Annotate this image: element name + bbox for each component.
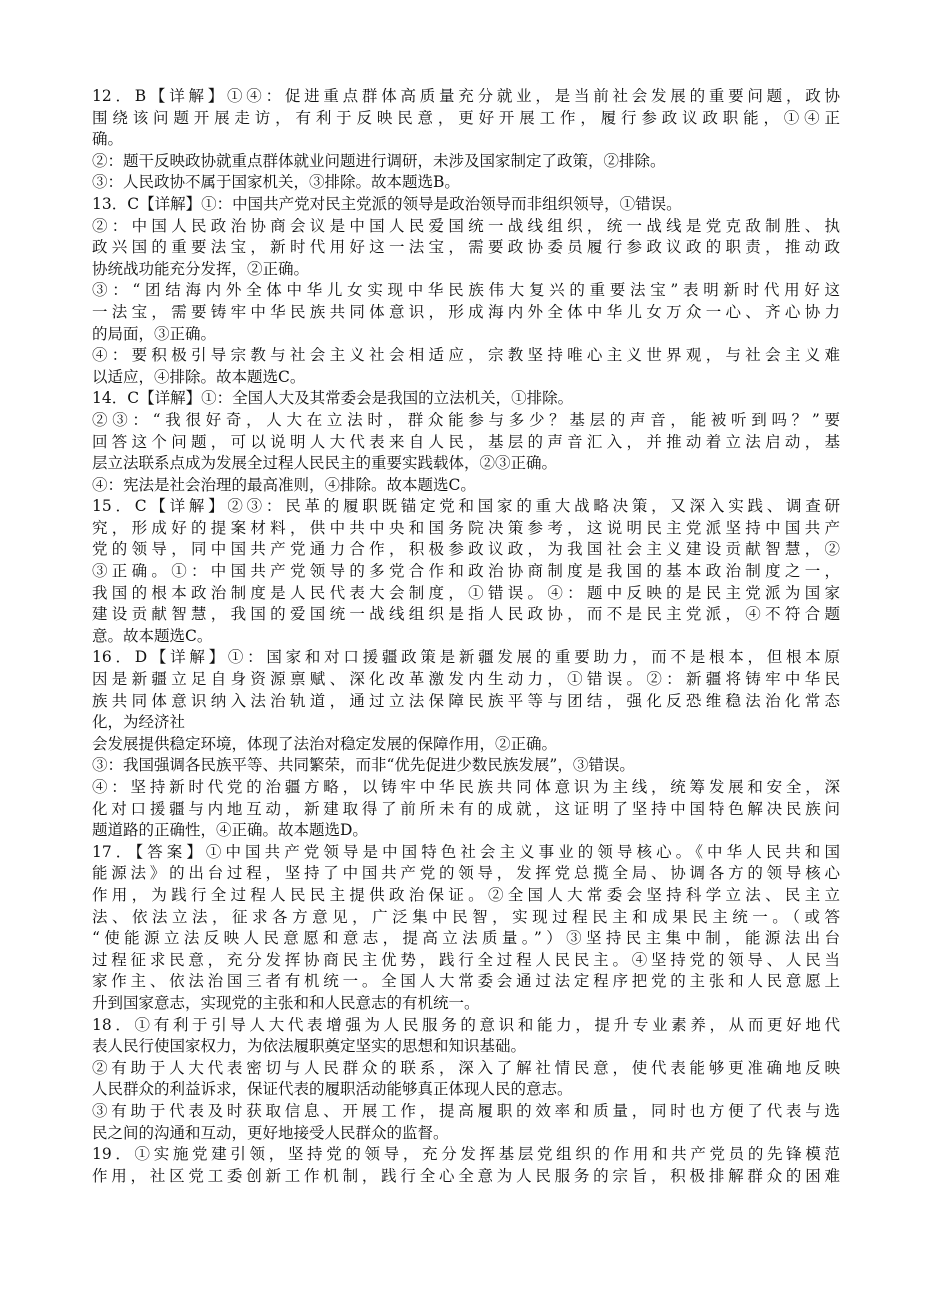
text-line: 层立法联系点成为发展全过程人民民主的重要实践载体，②③正确。 [92,454,558,473]
text-line: 12．B【详解】①④：促进重点群体高质量充分就业，是当前社会发展的重要问题，政协 [92,87,840,105]
text-line: 以适应，④排除。故本题选C。 [92,367,306,386]
text-line: 的局面，③正确。 [92,324,217,343]
text-line: 16．D【详解】①：国家和对口援疆政策是新疆发展的重要助力，而不是根本，但根本原 [92,648,840,667]
text-line: 14．C【详解】①：全国人大及其常委会是我国的立法机关，①排除。 [92,389,574,408]
text-line: ②：中国人民政治协商会议是中国人民爱国统一战线组织，统一战线是党克敌制胜、执 [92,216,840,235]
text-line: 19．①实施党建引领，坚持党的领导，充分发挥基层党组织的作用和共产党员的先锋模范 [92,1145,840,1164]
text-line: 升到国家意志，实现党的主张和和人民意志的有机统一。 [92,993,480,1012]
text-line: 15．C【详解】②③：民革的履职既锚定党和国家的重大战略决策，又深入实践、调查研 [92,497,840,516]
text-line: 回答这个问题，可以说明人大代表来自人民，基层的声音汇入，并推动着立法启动，基 [92,432,840,451]
text-line: ②：题干反映政协就重点群体就业问题进行调研，未涉及国家制定了政策，②排除。 [92,151,666,170]
text-line: ③：人民政协不属于国家机关，③排除。故本题选B。 [92,173,460,192]
text-line: ②③：“我很好奇，人大在立法时，群众能参与多少？基层的声音，能被听到吗？”要 [92,410,840,429]
text-line: 民之间的沟通和互动，更好地接受人民群众的监督。 [92,1123,449,1142]
answer-document [92,86,840,1187]
text-line: 18．①有利于引导人大代表增强为人民服务的意识和能力，提升专业素养，从而更好地代 [92,1015,840,1034]
text-line: 我国的根本政治制度是人民代表大会制度，①错误。④：题中反映的是民主党派为国家 [92,583,840,602]
text-line: 建设贡献智慧，我国的爱国统一战线组织是指人民政协，而不是民主党派，④不符合题 [92,605,840,624]
text-line: 究，形成好的提案材料，供中共中央和国务院决策参考，这说明民主党派坚持中国共产 [92,518,840,537]
text-line: 过程征求民意，充分发挥协商民主优势，践行全过程人民民主。④坚持党的领导、人民当 [92,950,840,969]
text-line: 作用，为践行全过程人民民主提供政治保证。②全国人大常委会坚持科学立法、民主立 [92,885,840,904]
text-line: ③：我国强调各民族平等、共同繁荣，而非“优先促进少数民族发展”，③错误。 [92,756,635,775]
text-line: 一法宝，需要铸牢中华民族共同体意识，形成海内外全体中华儿女万众一心、齐心协力 [92,302,840,321]
text-line: 17．【答案】①中国共产党领导是中国特色社会主义事业的领导核心。《中华人民共和国 [92,842,840,861]
text-line: 化对口援疆与内地互动，新建取得了前所未有的成就，这证明了坚持中国特色解决民族问 [92,799,840,818]
text-line: ④：宪法是社会治理的最高准则，④排除。故本题选C。 [92,475,476,494]
text-line: 围绕该问题开展走访，有利于反映民意，更好开展工作，履行参政议政职能，①④正 [92,108,840,127]
text-line: 13．C【详解】①：中国共产党对民主党派的领导是政治领导而非组织领导，①错误。 [92,194,682,213]
text-line: 因是新疆立足自身资源禀赋、深化改革激发内生动力，①错误。②：新疆将铸牢中华民 [92,670,840,689]
text-line: 法、依法立法，征求各方意见，广泛集中民智，实现过程民主和成果民主统一。（或答 [92,907,840,926]
text-line: ④：要积极引导宗教与社会主义社会相适应，宗教坚持唯心主义世界观，与社会主义难 [92,346,840,365]
text-line: ④：坚持新时代党的治疆方略，以铸牢中华民族共同体意识为主线，统筹发展和安全，深 [92,778,840,796]
text-line: 题道路的正确性，④正确。故本题选D。 [92,821,368,840]
text-line: 族共同体意识纳入法治轨道，通过立法保障民族平等与团结，强化反恐维稳法治化常态 [92,691,840,710]
text-line: 意。故本题选C。 [92,626,213,645]
text-line: 会发展提供稳定环境，体现了法治对稳定发展的保障作用，②正确。 [92,734,558,753]
text-line: “使能源立法反映人民意愿和意志，提高立法质量。”）③坚持民主集中制，能源法出台 [92,929,840,948]
text-line: 家作主、依法治国三者有机统一。全国人大常委会通过法定程序把党的主张和人民意愿上 [92,972,840,991]
text-line: 人民群众的利益诉求，保证代表的履职活动能够真正体现人民的意志。 [92,1080,573,1099]
text-line: 政兴国的重要法宝，新时代用好这一法宝，需要政协委员履行参政议政的职责，推动政 [92,238,840,257]
text-line: 确。 [92,130,124,149]
text-line: 协统战功能充分发挥，②正确。 [92,259,310,278]
text-line: ③正确。①：中国共产党领导的多党合作和政治协商制度是我国的基本政治制度之一， [92,562,840,581]
text-line: 化，为经济社 [92,713,186,732]
text-line: 党的领导，同中国共产党通力合作，积极参政议政，为我国社会主义建设贡献智慧，② [92,540,840,559]
text-line: ③有助于代表及时获取信息、开展工作，提高履职的效率和质量，同时也方便了代表与选 [92,1101,840,1120]
text-line: 作用，社区党工委创新工作机制，践行全心全意为人民服务的宗旨，积极排解群众的困难 [92,1166,840,1185]
text-line: ②有助于人大代表密切与人民群众的联系，深入了解社情民意，使代表能够更准确地反映 [92,1058,840,1077]
text-line: ③：“团结海内外全体中华儿女实现中华民族伟大复兴的重要法宝”表明新时代用好这 [92,281,840,300]
text-line: 能源法》的出台过程，坚持了中国共产党的领导，发挥党总揽全局、协调各方的领导核心 [92,864,840,883]
text-line: 表人民行使国家权力，为依法履职奠定坚实的思想和知识基础。 [92,1037,527,1056]
